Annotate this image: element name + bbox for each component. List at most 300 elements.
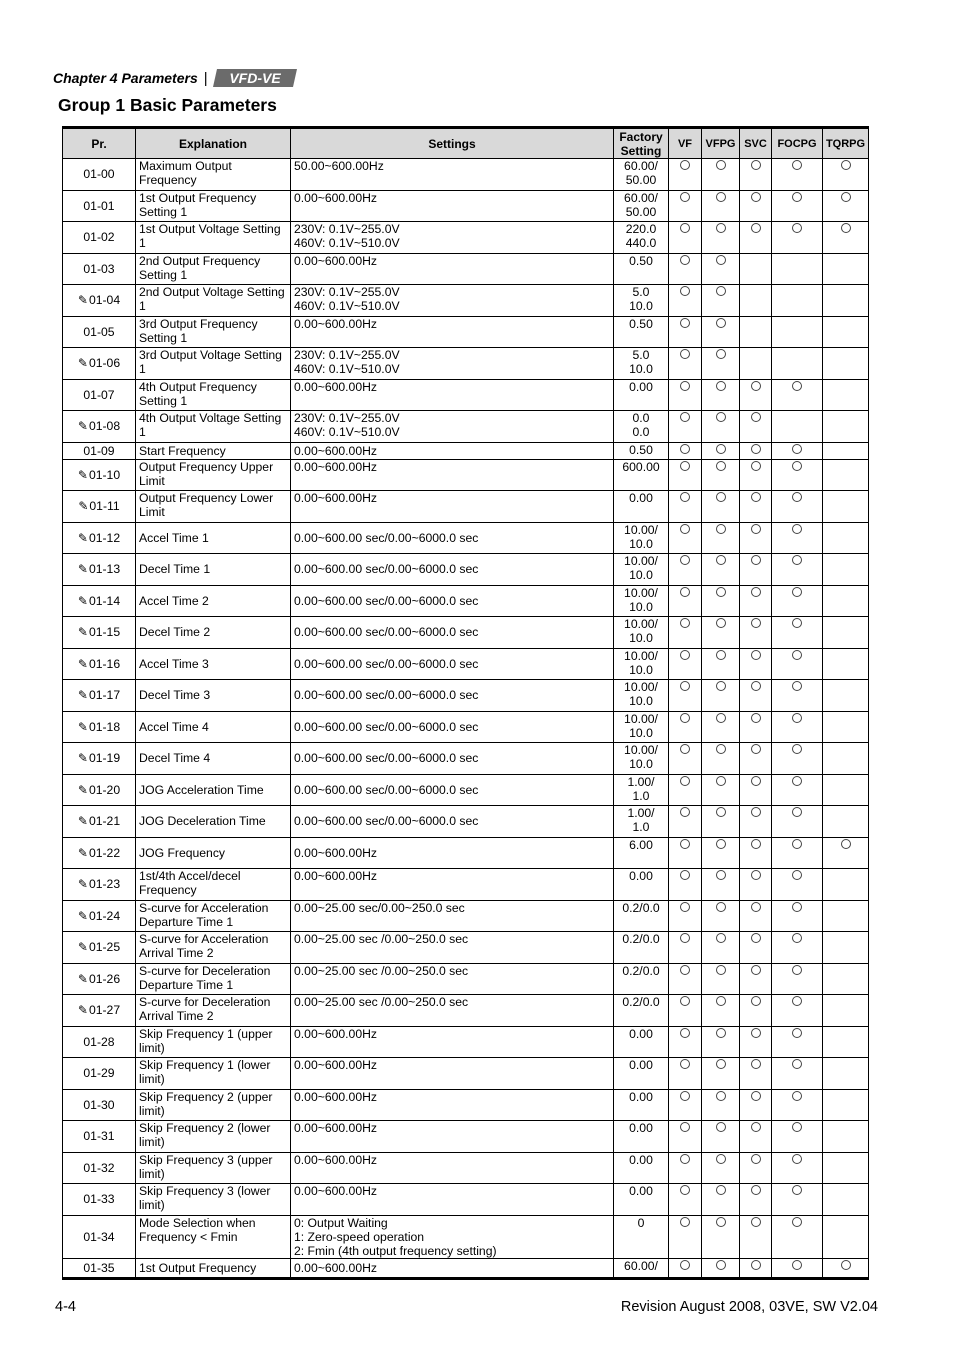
mode-cell-vf [669, 316, 702, 348]
param-number: 01-01 [83, 198, 115, 213]
param-number-cell [63, 522, 136, 554]
param-settings: 0.00~600.00 sec/0.00~6000.0 sec [291, 554, 614, 586]
table-row [63, 1258, 869, 1278]
factory-setting: 0.00 [614, 1184, 669, 1216]
mode-cell-vf [669, 222, 702, 254]
mode-cell-vfpg [702, 995, 740, 1027]
supported-mode-circle-icon [716, 1122, 726, 1132]
param-settings: 0.00~600.00 sec/0.00~6000.0 sec [291, 711, 614, 743]
table-row [63, 411, 869, 443]
param-number-cell [63, 711, 136, 743]
param-number-cell [63, 491, 136, 523]
supported-mode-circle-icon [841, 1260, 851, 1270]
mode-cell-focpg [772, 554, 823, 586]
supported-mode-circle-icon [716, 1217, 726, 1227]
param-explanation: Accel Time 4 [136, 711, 291, 743]
pencil-icon: ✎ [77, 782, 88, 797]
param-settings: 230V: 0.1V~255.0V 460V: 0.1V~510.0V [291, 285, 614, 317]
supported-mode-circle-icon [792, 839, 802, 849]
supported-mode-circle-icon [751, 381, 761, 391]
param-number-cell [63, 159, 136, 191]
vfd-ve-logo [213, 69, 297, 87]
param-number: 01-12 [88, 530, 121, 545]
mode-cell-vfpg [702, 491, 740, 523]
pencil-icon: ✎ [77, 593, 88, 608]
param-explanation: JOG Deceleration Time [136, 806, 291, 838]
supported-mode-circle-icon [751, 650, 761, 660]
supported-mode-circle-icon [716, 681, 726, 691]
param-settings: 0.00~600.00Hz [291, 1184, 614, 1216]
factory-setting: 0.50 [614, 253, 669, 285]
mode-cell-vf [669, 585, 702, 617]
supported-mode-circle-icon [792, 933, 802, 943]
param-number: 01-18 [88, 719, 121, 734]
mode-cell-tqrpg [823, 743, 869, 775]
factory-setting: 0.00 [614, 1058, 669, 1090]
mode-cell-vfpg [702, 285, 740, 317]
table-row [63, 1152, 869, 1184]
mode-cell-svc [740, 869, 772, 901]
pencil-icon: ✎ [77, 814, 88, 829]
param-settings: 0.00~600.00 sec/0.00~6000.0 sec [291, 680, 614, 712]
table-row [63, 743, 869, 775]
mode-cell-tqrpg [823, 711, 869, 743]
supported-mode-circle-icon [751, 1260, 761, 1270]
supported-mode-circle-icon [792, 1217, 802, 1227]
mode-cell-svc [740, 348, 772, 380]
supported-mode-circle-icon [751, 1091, 761, 1101]
mode-cell-svc [740, 837, 772, 869]
supported-mode-circle-icon [792, 524, 802, 534]
mode-cell-svc [740, 1215, 772, 1258]
mode-cell-svc [740, 285, 772, 317]
param-number-cell [63, 459, 136, 491]
supported-mode-circle-icon [716, 870, 726, 880]
mode-cell-vfpg [702, 680, 740, 712]
param-number: 01-28 [83, 1034, 115, 1049]
mode-cell-vf [669, 617, 702, 649]
supported-mode-circle-icon [716, 412, 726, 422]
supported-mode-circle-icon [792, 1185, 802, 1195]
mode-cell-vf [669, 1089, 702, 1121]
pencil-icon: ✎ [77, 845, 88, 860]
mode-cell-vf [669, 491, 702, 523]
mode-cell-vf [669, 869, 702, 901]
table-row [63, 554, 869, 586]
col-header-focpg: FOCPG [772, 128, 823, 159]
supported-mode-circle-icon [716, 1091, 726, 1101]
param-number: 01-00 [83, 167, 115, 182]
param-explanation: JOG Frequency [136, 837, 291, 869]
param-number-cell [63, 869, 136, 901]
mode-cell-svc [740, 743, 772, 775]
mode-cell-svc [740, 995, 772, 1027]
mode-cell-focpg [772, 1152, 823, 1184]
mode-cell-tqrpg [823, 869, 869, 901]
param-number-cell [63, 680, 136, 712]
supported-mode-circle-icon [716, 1028, 726, 1038]
supported-mode-circle-icon [680, 444, 690, 454]
param-explanation: 4th Output Frequency Setting 1 [136, 379, 291, 411]
mode-cell-svc [740, 554, 772, 586]
col-header-tqrpg: TQRPG [823, 128, 869, 159]
logo-text: VFD-VE [228, 70, 281, 86]
mode-cell-svc [740, 806, 772, 838]
param-number-cell [63, 348, 136, 380]
header-separator: | [203, 69, 208, 87]
mode-cell-vfpg [702, 648, 740, 680]
param-number: 01-11 [89, 499, 120, 514]
supported-mode-circle-icon [680, 349, 690, 359]
factory-setting: 0.00 [614, 869, 669, 901]
param-settings: 0.00~600.00Hz [291, 1121, 614, 1153]
table-row [63, 995, 869, 1027]
supported-mode-circle-icon [716, 933, 726, 943]
param-number-cell [63, 837, 136, 869]
param-number: 01-16 [88, 656, 121, 671]
supported-mode-circle-icon [751, 524, 761, 534]
supported-mode-circle-icon [680, 870, 690, 880]
mode-cell-tqrpg [823, 806, 869, 838]
mode-cell-tqrpg [823, 900, 869, 932]
mode-cell-vfpg [702, 1152, 740, 1184]
param-explanation: Decel Time 3 [136, 680, 291, 712]
param-explanation: Skip Frequency 3 (lower limit) [136, 1184, 291, 1216]
mode-cell-vf [669, 743, 702, 775]
supported-mode-circle-icon [751, 444, 761, 454]
supported-mode-circle-icon [716, 1260, 726, 1270]
pencil-icon: ✎ [77, 419, 88, 434]
supported-mode-circle-icon [751, 933, 761, 943]
mode-cell-tqrpg [823, 442, 869, 459]
mode-cell-focpg [772, 648, 823, 680]
mode-cell-vf [669, 411, 702, 443]
pencil-icon: ✎ [77, 940, 88, 955]
mode-cell-focpg [772, 932, 823, 964]
supported-mode-circle-icon [680, 318, 690, 328]
mode-cell-tqrpg [823, 1258, 869, 1278]
supported-mode-circle-icon [716, 1059, 726, 1069]
mode-cell-vfpg [702, 348, 740, 380]
mode-cell-vfpg [702, 932, 740, 964]
param-number: 01-06 [88, 356, 121, 371]
table-row [63, 442, 869, 459]
mode-cell-tqrpg [823, 285, 869, 317]
supported-mode-circle-icon [680, 713, 690, 723]
supported-mode-circle-icon [680, 555, 690, 565]
supported-mode-circle-icon [792, 1154, 802, 1164]
mode-cell-tqrpg [823, 963, 869, 995]
supported-mode-circle-icon [751, 776, 761, 786]
supported-mode-circle-icon [680, 1091, 690, 1101]
param-number: 01-22 [88, 845, 121, 860]
mode-cell-tqrpg [823, 585, 869, 617]
col-header-vfpg: VFPG [702, 128, 740, 159]
param-explanation: Output Frequency Lower Limit [136, 491, 291, 523]
param-number: 01-15 [88, 625, 121, 640]
mode-cell-vfpg [702, 963, 740, 995]
supported-mode-circle-icon [716, 776, 726, 786]
param-number-cell [63, 1121, 136, 1153]
supported-mode-circle-icon [680, 933, 690, 943]
param-explanation: Start Frequency [136, 442, 291, 459]
mode-cell-vfpg [702, 1215, 740, 1258]
param-number-cell [63, 743, 136, 775]
param-settings: 0.00~600.00Hz [291, 491, 614, 523]
mode-cell-focpg [772, 617, 823, 649]
mode-cell-svc [740, 774, 772, 806]
mode-cell-vf [669, 995, 702, 1027]
supported-mode-circle-icon [680, 776, 690, 786]
table-row [63, 774, 869, 806]
table-row [63, 1058, 869, 1090]
mode-cell-focpg [772, 995, 823, 1027]
supported-mode-circle-icon [680, 587, 690, 597]
table-row [63, 459, 869, 491]
param-explanation: Skip Frequency 2 (upper limit) [136, 1089, 291, 1121]
mode-cell-svc [740, 1058, 772, 1090]
param-number: 01-04 [88, 293, 121, 308]
mode-cell-vf [669, 711, 702, 743]
supported-mode-circle-icon [751, 1217, 761, 1227]
param-number-cell [63, 411, 136, 443]
factory-setting: 6.00 [614, 837, 669, 869]
param-number: 01-08 [88, 419, 121, 434]
mode-cell-vfpg [702, 617, 740, 649]
col-header-pr: Pr. [63, 128, 136, 159]
table-row [63, 159, 869, 191]
param-explanation: Accel Time 2 [136, 585, 291, 617]
supported-mode-circle-icon [841, 192, 851, 202]
mode-cell-vf [669, 837, 702, 869]
param-number-cell [63, 617, 136, 649]
param-settings: 0.00~600.00Hz [291, 459, 614, 491]
supported-mode-circle-icon [792, 381, 802, 391]
mode-cell-focpg [772, 1026, 823, 1058]
param-explanation: 1st Output Voltage Setting 1 [136, 222, 291, 254]
supported-mode-circle-icon [792, 223, 802, 233]
mode-cell-vfpg [702, 806, 740, 838]
mode-cell-vf [669, 348, 702, 380]
param-settings: 0.00~600.00 sec/0.00~6000.0 sec [291, 522, 614, 554]
param-explanation: JOG Acceleration Time [136, 774, 291, 806]
mode-cell-tqrpg [823, 1184, 869, 1216]
mode-cell-svc [740, 1026, 772, 1058]
param-explanation: Skip Frequency 1 (lower limit) [136, 1058, 291, 1090]
mode-cell-tqrpg [823, 837, 869, 869]
mode-cell-vf [669, 1121, 702, 1153]
mode-cell-tqrpg [823, 190, 869, 222]
mode-cell-tqrpg [823, 491, 869, 523]
param-explanation: 2nd Output Frequency Setting 1 [136, 253, 291, 285]
param-settings: 0.00~25.00 sec/0.00~250.0 sec [291, 900, 614, 932]
param-number: 01-14 [88, 593, 121, 608]
param-number-cell [63, 1089, 136, 1121]
factory-setting: 0.2/0.0 [614, 995, 669, 1027]
supported-mode-circle-icon [792, 996, 802, 1006]
pencil-icon: ✎ [77, 1003, 88, 1018]
mode-cell-focpg [772, 1058, 823, 1090]
supported-mode-circle-icon [716, 255, 726, 265]
mode-cell-vfpg [702, 459, 740, 491]
mode-cell-focpg [772, 411, 823, 443]
chapter-title: Chapter 4 Parameters [53, 70, 198, 86]
param-explanation: 3rd Output Voltage Setting 1 [136, 348, 291, 380]
table-row [63, 1089, 869, 1121]
col-header-svc: SVC [740, 128, 772, 159]
mode-cell-vfpg [702, 743, 740, 775]
param-explanation: S-curve for Acceleration Departure Time 1 [136, 900, 291, 932]
pencil-icon: ✎ [77, 971, 88, 986]
col-header-explanation: Explanation [136, 128, 291, 159]
mode-cell-vf [669, 1058, 702, 1090]
param-number: 01-26 [88, 971, 121, 986]
table-row [63, 222, 869, 254]
param-number-cell [63, 1215, 136, 1258]
param-number-cell [63, 253, 136, 285]
supported-mode-circle-icon [680, 192, 690, 202]
param-number: 01-05 [83, 324, 115, 339]
mode-cell-svc [740, 585, 772, 617]
param-number-cell [63, 1152, 136, 1184]
factory-setting: 0.2/0.0 [614, 932, 669, 964]
mode-cell-focpg [772, 680, 823, 712]
param-explanation: Skip Frequency 2 (lower limit) [136, 1121, 291, 1153]
mode-cell-vf [669, 554, 702, 586]
supported-mode-circle-icon [680, 255, 690, 265]
table-row [63, 253, 869, 285]
mode-cell-vf [669, 190, 702, 222]
supported-mode-circle-icon [792, 555, 802, 565]
mode-cell-vfpg [702, 585, 740, 617]
supported-mode-circle-icon [751, 965, 761, 975]
mode-cell-focpg [772, 837, 823, 869]
param-explanation: 1st Output Frequency [136, 1258, 291, 1278]
supported-mode-circle-icon [792, 587, 802, 597]
param-explanation: Skip Frequency 3 (upper limit) [136, 1152, 291, 1184]
supported-mode-circle-icon [716, 492, 726, 502]
mode-cell-vf [669, 379, 702, 411]
param-explanation: 2nd Output Voltage Setting 1 [136, 285, 291, 317]
param-number-cell [63, 442, 136, 459]
param-number-cell [63, 379, 136, 411]
mode-cell-focpg [772, 711, 823, 743]
factory-setting: 0.0 0.0 [614, 411, 669, 443]
supported-mode-circle-icon [716, 381, 726, 391]
param-settings: 0.00~600.00Hz [291, 379, 614, 411]
mode-cell-svc [740, 617, 772, 649]
mode-cell-focpg [772, 806, 823, 838]
mode-cell-vf [669, 900, 702, 932]
param-settings: 0.00~600.00Hz [291, 190, 614, 222]
group-title: Group 1 Basic Parameters [58, 95, 277, 115]
param-settings: 0.00~600.00Hz [291, 1258, 614, 1278]
supported-mode-circle-icon [751, 744, 761, 754]
supported-mode-circle-icon [751, 681, 761, 691]
factory-setting: 10.00/ 10.0 [614, 554, 669, 586]
factory-setting: 0.2/0.0 [614, 963, 669, 995]
mode-cell-vfpg [702, 222, 740, 254]
param-explanation: 4th Output Voltage Setting 1 [136, 411, 291, 443]
mode-cell-svc [740, 963, 772, 995]
supported-mode-circle-icon [751, 160, 761, 170]
param-number: 01-03 [83, 261, 115, 276]
table-row [63, 680, 869, 712]
mode-cell-tqrpg [823, 522, 869, 554]
factory-setting: 0.00 [614, 1121, 669, 1153]
supported-mode-circle-icon [841, 839, 851, 849]
mode-cell-tqrpg [823, 1026, 869, 1058]
param-number-cell [63, 222, 136, 254]
mode-cell-focpg [772, 159, 823, 191]
factory-setting: 220.0 440.0 [614, 222, 669, 254]
page-number: 4-4 [55, 1299, 76, 1315]
mode-cell-focpg [772, 869, 823, 901]
table-row [63, 1184, 869, 1216]
param-number-cell [63, 995, 136, 1027]
supported-mode-circle-icon [716, 524, 726, 534]
factory-setting: 10.00/ 10.0 [614, 743, 669, 775]
supported-mode-circle-icon [716, 444, 726, 454]
mode-cell-vfpg [702, 774, 740, 806]
param-settings: 0.00~25.00 sec /0.00~250.0 sec [291, 932, 614, 964]
param-explanation: 1st Output Frequency Setting 1 [136, 190, 291, 222]
parameter-table [62, 126, 869, 1280]
mode-cell-svc [740, 648, 772, 680]
param-settings: 0.00~600.00 sec/0.00~6000.0 sec [291, 806, 614, 838]
supported-mode-circle-icon [751, 713, 761, 723]
mode-cell-tqrpg [823, 222, 869, 254]
supported-mode-circle-icon [716, 286, 726, 296]
mode-cell-tqrpg [823, 1121, 869, 1153]
param-settings: 0.00~600.00Hz [291, 837, 614, 869]
table-row [63, 869, 869, 901]
param-settings: 0.00~600.00Hz [291, 253, 614, 285]
supported-mode-circle-icon [751, 192, 761, 202]
mode-cell-focpg [772, 285, 823, 317]
mode-cell-vf [669, 459, 702, 491]
mode-cell-tqrpg [823, 648, 869, 680]
table-body [63, 159, 869, 1279]
mode-cell-vf [669, 774, 702, 806]
factory-setting: 1.00/ 1.0 [614, 774, 669, 806]
factory-setting: 0.00 [614, 379, 669, 411]
mode-cell-vfpg [702, 900, 740, 932]
supported-mode-circle-icon [792, 776, 802, 786]
supported-mode-circle-icon [680, 965, 690, 975]
supported-mode-circle-icon [680, 492, 690, 502]
supported-mode-circle-icon [751, 1154, 761, 1164]
mode-cell-focpg [772, 459, 823, 491]
supported-mode-circle-icon [680, 223, 690, 233]
param-number-cell [63, 648, 136, 680]
param-number-cell [63, 1026, 136, 1058]
table-row [63, 285, 869, 317]
table-row [63, 711, 869, 743]
table-row [63, 837, 869, 869]
pencil-icon: ✎ [77, 908, 88, 923]
pencil-icon: ✎ [77, 293, 88, 308]
mode-cell-focpg [772, 316, 823, 348]
mode-cell-vf [669, 285, 702, 317]
supported-mode-circle-icon [792, 713, 802, 723]
mode-cell-svc [740, 459, 772, 491]
param-explanation: S-curve for Acceleration Arrival Time 2 [136, 932, 291, 964]
supported-mode-circle-icon [792, 444, 802, 454]
table-row [63, 932, 869, 964]
mode-cell-vfpg [702, 711, 740, 743]
param-explanation: Accel Time 1 [136, 522, 291, 554]
